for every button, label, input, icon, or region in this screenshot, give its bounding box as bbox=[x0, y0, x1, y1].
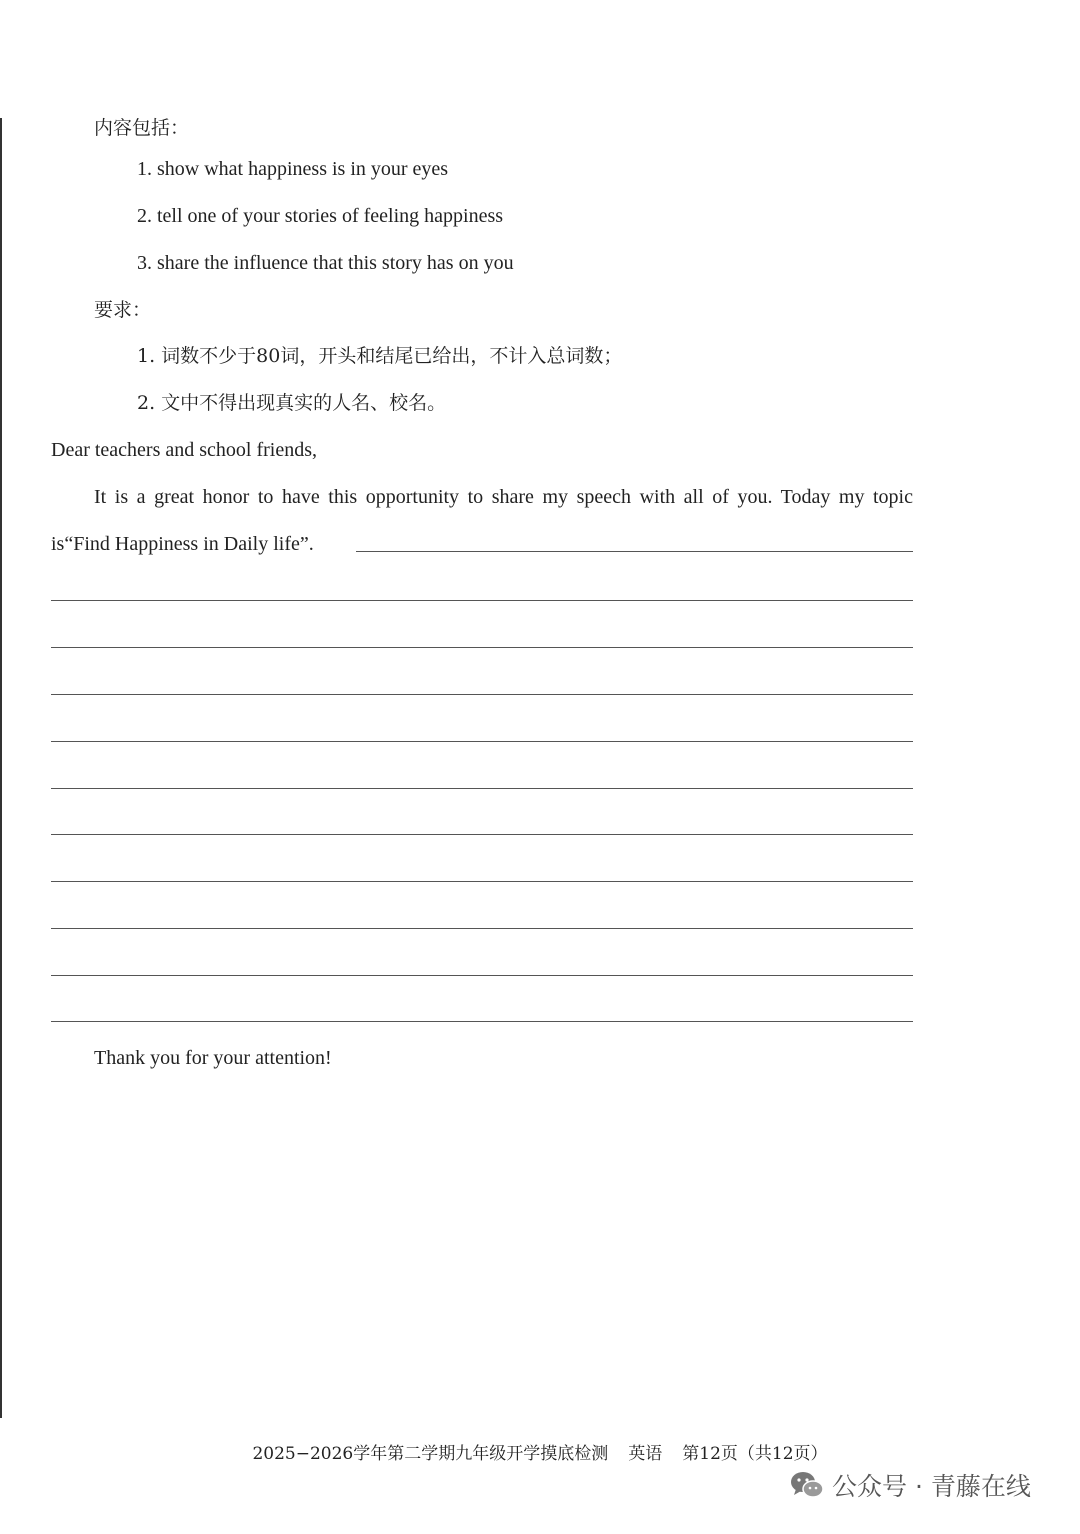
requirements-heading: 要求： bbox=[94, 299, 152, 321]
content-heading: 内容包括： bbox=[94, 117, 190, 139]
watermark-text: 公众号 · 青藤在线 bbox=[832, 1472, 1031, 1501]
requirement-2: 2. 文中不得出现真实的人名、校名。 bbox=[137, 392, 447, 414]
answer-line[interactable] bbox=[51, 928, 913, 929]
content-point-1: 1. show what happiness is in your eyes bbox=[137, 158, 449, 180]
content-point-3: 3. share the influence that this story has on you bbox=[137, 252, 514, 274]
answer-line[interactable] bbox=[51, 788, 913, 789]
answer-blank-inline[interactable] bbox=[356, 551, 913, 552]
answer-line[interactable] bbox=[51, 881, 913, 882]
wechat-icon bbox=[790, 1470, 824, 1500]
answer-line[interactable] bbox=[51, 600, 913, 601]
opening-line-2: is“Find Happiness in Daily life”. bbox=[51, 533, 314, 555]
subject-label: 英语 bbox=[628, 1444, 663, 1464]
content-point-2: 2. tell one of your stories of feeling happiness bbox=[137, 205, 504, 227]
answer-line[interactable] bbox=[51, 834, 913, 835]
answer-line[interactable] bbox=[51, 975, 913, 976]
closing-line: Thank you for your attention! bbox=[94, 1047, 332, 1069]
answer-line[interactable] bbox=[51, 694, 913, 695]
page-left-border bbox=[0, 118, 2, 1418]
opening-line-1: It is a great honor to have this opportunity to share my speech with all of you. Today my topic bbox=[94, 486, 913, 508]
exam-title: 2025−2026学年第二学期九年级开学摸底检测 bbox=[252, 1444, 609, 1464]
page-number: 第12页（共12页） bbox=[682, 1444, 828, 1464]
salutation: Dear teachers and school friends, bbox=[51, 439, 317, 461]
wechat-watermark bbox=[790, 1468, 1031, 1502]
requirement-1: 1. 词数不少于80词，开头和结尾已给出，不计入总词数； bbox=[137, 345, 623, 367]
answer-line[interactable] bbox=[51, 1021, 913, 1022]
answer-line[interactable] bbox=[51, 741, 913, 742]
page-footer bbox=[0, 1442, 1080, 1466]
answer-line[interactable] bbox=[51, 647, 913, 648]
